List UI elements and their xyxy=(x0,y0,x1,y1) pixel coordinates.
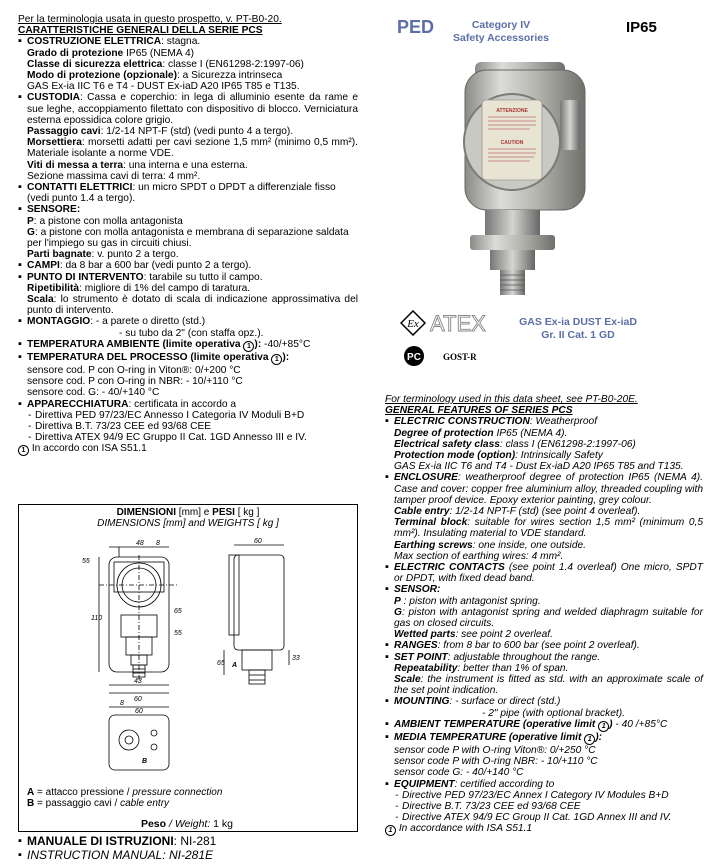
en-section-title: GENERAL FEATURES OF SERIES PCS xyxy=(385,405,573,417)
dim-110: 110 xyxy=(91,615,103,622)
english-spec-column xyxy=(385,394,703,836)
dimension-drawing xyxy=(24,535,354,795)
manual-it: ▪ MANUALE DI ISTRUZIONI: NI-281 xyxy=(18,834,358,848)
it-item-mounting: ▪ MONTAGGIO: - a parete o diretto (std.) - su tubo da 2" (con staffa opz.). xyxy=(18,316,358,338)
en-item-ambient-temp: ▪ AMBIENT TEMPERATURE (operative limit 1 ) - 40 /+85°C xyxy=(385,719,703,732)
dim-43: 43 xyxy=(134,678,142,685)
svg-text:ATEX: ATEX xyxy=(430,311,486,336)
en-item-ranges: ▪ RANGES: from 8 bar to 600 bar (see point 2 overleaf). xyxy=(385,640,703,651)
dimensions-title: DIMENSIONI [mm] e PESI [ kg ] DIMENSIONS [mm] and WEIGHTS [ kg ] xyxy=(97,507,279,529)
svg-text:PC: PC xyxy=(407,352,421,363)
it-item-equipment: ▪ APPARECCHIATURA: certificata in accordo a - Direttiva PED 97/23/EC Annesso I Categoria IV Moduli B+D - Direttiva B.T. 73/23 CEE ed 93/68 CEE - Direttiva ATEX 94/9 EC Gruppo II Cat. 1GD Annesso III e IV. xyxy=(18,399,358,444)
atex-ex-logo xyxy=(400,310,505,336)
en-footnote: 1 In accordance with ISA S51.1 xyxy=(385,823,703,836)
en-item-enclosure: ▪ ENCLOSURE: weatherproof degree of protection IP65 (NEMA 4). Case and cover: copper free aluminium alloy, threaded coupling with tamper proof device. Epoxy exterior painting, grey colour. Cable entry: 1/2-14 NPT-F (std) (see point 4 overleaf). Terminal block: suitable for wires section 1,5 mm² (minimum 0,5 mm²). Insulating material to VDE standard. Earthing screws: one inside, one outside. Max section of earthing wires: 4 mm². xyxy=(385,472,703,562)
it-item-set-point: ▪ PUNTO DI INTERVENTO: tarabile su tutto il campo. Ripetibilità: migliore di 1% del campo di taratura. Scala: lo strumento è dotato di scala di indicazione approssimativa del punto di intervento. xyxy=(18,272,358,317)
dim-label-a: A xyxy=(232,662,238,669)
svg-text:GOST-R: GOST-R xyxy=(443,352,477,362)
it-item-enclosure: ▪ CUSTODIA: Cassa e coperchio: in lega di alluminio esente da rame e sue leghe, accoppiamento filettato con dispositivo di blocco. Verniciatura esterna epossidica colore grigio. Passaggio cavi: 1/2-14 NPT-F (std) (vedi punto 4 a tergo). Morsettiera: morsetti adatti per cavi sezione 1,5 mm² (minimo 0,5 mm²). Materiale isolante a norme VDE. Viti di messa a terra: una interna e una esterna. Sezione massima cavi di terra: 4 mm². xyxy=(18,92,358,182)
it-item-electric-construction: ▪ COSTRUZIONE ELETTRICA: stagna. Grado di protezione IP65 (NEMA 4) Classe di sicurezza elettrica: classe I (EN61298-2:1997-06) Modo di protezione (opzionale): a Sicurezza intrinseca GAS Ex-ia IIC T6 e T4 - DUST Ex-iaD A20 IP65 T85 e T135. xyxy=(18,36,358,92)
svg-text:Ex: Ex xyxy=(407,318,419,330)
dimension-legend: A = attacco pressione / pressure connection B = passaggio cavi / cable entry Peso / Weight: 1 kg xyxy=(27,787,347,830)
dim-55: 55 xyxy=(82,558,90,565)
en-item-mounting: ▪ MOUNTING: - surface or direct (std.) - 2" pipe (with optional bracket). xyxy=(385,696,703,718)
italian-spec-column xyxy=(18,14,358,456)
dim-8: 8 xyxy=(156,540,160,547)
dim-33: 33 xyxy=(292,655,300,662)
en-terminology-ref: For terminology used in this data sheet, see PT-B0-20E. xyxy=(385,394,638,405)
ip-rating: IP65 xyxy=(626,19,657,36)
dim-60-side: 60 xyxy=(254,538,262,545)
en-spec-list xyxy=(385,416,703,823)
it-item-electric-contacts: ▪ CONTATTI ELETTRICI: un micro SPDT o DPDT a differenziale fisso (vedi punto 1.4 a tergo). xyxy=(18,182,358,204)
it-spec-list xyxy=(18,36,358,443)
en-item-equipment: ▪ EQUIPMENT: certified according to - Directive PED 97/23/EC Annex I Category IV Modules B+D - Directive B.T. 73/23 CEE ed 93/68 CEE - Directive ATEX 94/9 EC Group II Cat. 1GD Annex III and IV. xyxy=(385,779,703,824)
dim-60-bottom: 60 xyxy=(134,696,142,703)
dim-60-plan: 60 xyxy=(135,708,143,715)
dim-8-bottom: 8 xyxy=(120,700,124,707)
en-item-electric-construction: ▪ ELECTRIC CONSTRUCTION: Weatherproof Degree of protection IP65 (NEMA 4). Electrical safety class: class I (EN61298-2:1997-06) Protection mode (option): Intrinsically Safety GAS Ex-ia IIC T6 and T4 - Dust Ex-iaD A20 IP65 T85 and T135. xyxy=(385,416,703,472)
label-plate-warning: ATTENZIONE xyxy=(496,108,528,114)
gas-dust-marking: GAS Ex-ia DUST Ex-iaD Gr. II Cat. 1 GD xyxy=(519,316,637,341)
en-item-electric-contacts: ▪ ELECTRIC CONTACTS (see point 1.4 overleaf) One micro, SPDT or DPDT, with fixed dead band. xyxy=(385,562,703,584)
en-item-sensor: ▪ SENSOR: P : piston with antagonist spring. G: piston with antagonist spring and welded diaphragm suitable for gas on closed circuits. Wetted parts: see point 2 overleaf. xyxy=(385,584,703,640)
dim-65: 65 xyxy=(174,608,182,615)
it-footnote: 1 In accordo con ISA S51.1 xyxy=(18,443,358,456)
gost-logo xyxy=(403,345,493,367)
dim-65-side: 65 xyxy=(217,660,225,667)
en-item-set-point: ▪ SET POINT: adjustable throughout the range. Repeatability: better than 1% of span. Scale: the instrument is fitted as std. with an approximate scale of the set point indication. xyxy=(385,652,703,697)
dim-55-right: 55 xyxy=(174,630,182,637)
it-section-title: CARATTERISTICHE GENERALI DELLA SERIE PCS xyxy=(18,25,263,37)
ped-label: PED xyxy=(397,17,435,37)
it-item-process-temp: ▪ TEMPERATURA DEL PROCESSO (limite operativa 1 ): sensore cod. P con O-ring in Viton®: 0/+200 °C sensore cod. P con O-ring in NBR: - 10/+110 °C sensore cod. G: - 40/+140 °C xyxy=(18,352,358,399)
dim-48: 48 xyxy=(136,540,144,547)
it-item-ranges: ▪ CAMPI: da 8 bar a 600 bar (vedi punto 2 a tergo). xyxy=(18,260,358,271)
pressure-switch-photo xyxy=(430,60,600,300)
it-terminology-ref: Per la terminologia usata in questo prospetto, v. PT-B0-20. xyxy=(18,14,282,25)
weight: Peso / Weight: 1 kg xyxy=(140,818,234,830)
category-label: Category IV Safety Accessories xyxy=(453,19,549,44)
manual-en: ▪ INSTRUCTION MANUAL: NI-281E xyxy=(18,848,358,862)
it-item-ambient-temp: ▪ TEMPERATURA AMBIENTE (limite operativa 1 ): -40/+85°C xyxy=(18,339,358,352)
it-item-sensor: ▪ SENSORE: P: a pistone con molla antagonista G: a pistone con molla antagonista e membrana di separazione saldata per l'impiego su gas in circuiti chiusi. Parti bagnate: v. punto 2 a tergo. xyxy=(18,204,358,260)
dim-label-b: B xyxy=(142,758,148,765)
dimensions-box xyxy=(18,504,358,832)
en-item-media-temp: ▪ MEDIA TEMPERATURE (operative limit 1 ): sensor code P with O-ring Viton®: 0/+250 °C sensor code P with O-ring NBR: - 10/+110 °C sensor code G: - 40/+140 °C xyxy=(385,732,703,779)
manual-references xyxy=(18,834,358,862)
label-plate-caution: CAUTION xyxy=(500,140,524,146)
